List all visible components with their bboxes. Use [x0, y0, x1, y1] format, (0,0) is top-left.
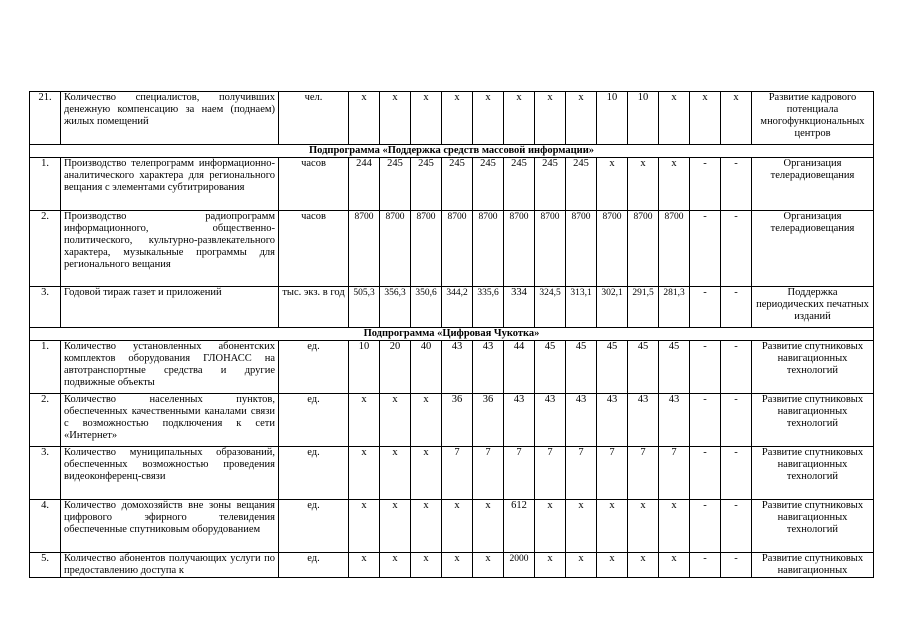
subprogram-header-row [30, 145, 874, 158]
year-value: 10 [597, 92, 628, 145]
year-value: 7 [535, 447, 566, 500]
year-value: 7 [597, 447, 628, 500]
year-value: 8700 [535, 211, 566, 287]
year-value: 8700 [380, 211, 411, 287]
year-value: x [628, 158, 659, 211]
year-value: 8700 [349, 211, 380, 287]
expected-result: Организация телерадиовещания [752, 158, 874, 211]
unit-of-measure: чел. [279, 92, 349, 145]
unit-of-measure: часов [279, 211, 349, 287]
year-value: 245 [535, 158, 566, 211]
year-value: x [442, 92, 473, 145]
year-value: x [628, 553, 659, 578]
year-value: - [690, 394, 721, 447]
year-value: 356,3 [380, 287, 411, 328]
year-value: - [721, 158, 752, 211]
year-value: - [690, 447, 721, 500]
year-value: x [535, 92, 566, 145]
year-value: 245 [473, 158, 504, 211]
unit-of-measure: ед. [279, 447, 349, 500]
year-value: 20 [380, 341, 411, 394]
table-row [30, 211, 874, 287]
year-value: x [411, 553, 442, 578]
year-value: 44 [504, 341, 535, 394]
row-number: 5. [30, 553, 61, 578]
year-value: x [411, 447, 442, 500]
year-value: 36 [442, 394, 473, 447]
year-value: x [380, 553, 411, 578]
year-value: x [597, 553, 628, 578]
year-value: 7 [504, 447, 535, 500]
year-value: x [566, 553, 597, 578]
table-row [30, 341, 874, 394]
unit-of-measure: ед. [279, 553, 349, 578]
year-value: 7 [659, 447, 690, 500]
year-value: 43 [535, 394, 566, 447]
year-value: x [473, 500, 504, 553]
year-value: 350,6 [411, 287, 442, 328]
year-value: 43 [659, 394, 690, 447]
year-value: 43 [566, 394, 597, 447]
year-value: - [690, 341, 721, 394]
year-value: - [690, 553, 721, 578]
year-value: - [721, 287, 752, 328]
year-value: 7 [628, 447, 659, 500]
expected-result: Поддержка периодических печатных изданий [752, 287, 874, 328]
year-value: 244 [349, 158, 380, 211]
year-value: x [504, 92, 535, 145]
year-value: x [597, 158, 628, 211]
year-value: 245 [566, 158, 597, 211]
year-value: x [411, 500, 442, 553]
expected-result: Развитие спутниковых навигационных технологий [752, 341, 874, 394]
year-value: 281,3 [659, 287, 690, 328]
year-value: 45 [628, 341, 659, 394]
year-value: 43 [473, 341, 504, 394]
indicator-description: Количество домохозяйств вне зоны вещания цифрового эфирного телевидения обеспеченные спутниковым оборудованием [61, 500, 279, 553]
year-value: x [628, 500, 659, 553]
year-value: 245 [380, 158, 411, 211]
year-value: 8700 [659, 211, 690, 287]
indicator-description: Годовой тираж газет и приложений [61, 287, 279, 328]
row-number: 1. [30, 341, 61, 394]
year-value: - [721, 211, 752, 287]
year-value: x [349, 500, 380, 553]
expected-result: Организация телерадиовещания [752, 211, 874, 287]
year-value: 2000 [504, 553, 535, 578]
year-value: x [349, 394, 380, 447]
year-value: x [349, 92, 380, 145]
year-value: 8700 [597, 211, 628, 287]
year-value: 45 [566, 341, 597, 394]
year-value: 45 [659, 341, 690, 394]
year-value: 334 [504, 287, 535, 328]
year-value: - [690, 500, 721, 553]
indicator-description: Производство телепрограмм информационно-аналитического характера для регионального вещания с элементами субтитрирования [61, 158, 279, 211]
unit-of-measure: ед. [279, 341, 349, 394]
year-value: - [721, 341, 752, 394]
year-value: - [690, 287, 721, 328]
subprogram-header-row [30, 328, 874, 341]
subprogram-title: Подпрограмма «Цифровая Чукотка» [30, 328, 874, 341]
year-value: 45 [535, 341, 566, 394]
year-value: 302,1 [597, 287, 628, 328]
year-value: 8700 [411, 211, 442, 287]
table-row [30, 553, 874, 578]
row-number: 3. [30, 287, 61, 328]
year-value: x [349, 447, 380, 500]
year-value: 7 [566, 447, 597, 500]
year-value: x [473, 92, 504, 145]
year-value: - [690, 158, 721, 211]
row-number: 3. [30, 447, 61, 500]
year-value: x [659, 500, 690, 553]
indicator-description: Количество установленных абонентских комплектов оборудования ГЛОНАСС на автотранспортные средства и другие подвижные объекты [61, 341, 279, 394]
year-value: 43 [628, 394, 659, 447]
row-number: 21. [30, 92, 61, 145]
table-row [30, 287, 874, 328]
year-value: x [411, 92, 442, 145]
unit-of-measure: часов [279, 158, 349, 211]
year-value: 324,5 [535, 287, 566, 328]
unit-of-measure: тыс. экз. в год [279, 287, 349, 328]
year-value: x [566, 92, 597, 145]
row-number: 2. [30, 211, 61, 287]
year-value: 43 [442, 341, 473, 394]
year-value: 8700 [473, 211, 504, 287]
year-value: x [411, 394, 442, 447]
year-value: - [690, 211, 721, 287]
row-number: 1. [30, 158, 61, 211]
expected-result: Развитие спутниковых навигационных технологий [752, 500, 874, 553]
year-value: x [380, 394, 411, 447]
year-value: 245 [504, 158, 535, 211]
year-value: x [566, 500, 597, 553]
year-value: 36 [473, 394, 504, 447]
year-value: 10 [628, 92, 659, 145]
year-value: 291,5 [628, 287, 659, 328]
unit-of-measure: ед. [279, 500, 349, 553]
year-value: 10 [349, 341, 380, 394]
year-value: x [659, 158, 690, 211]
year-value: 7 [473, 447, 504, 500]
subprogram-title: Подпрограмма «Поддержка средств массовой информации» [30, 145, 874, 158]
expected-result: Развитие спутниковых навигационных технологий [752, 394, 874, 447]
expected-result: Развитие кадрового потенциала многофункциональных центров [752, 92, 874, 145]
year-value: - [721, 553, 752, 578]
table-row [30, 92, 874, 145]
indicator-description: Количество абонентов получающих услуги по предоставлению доступа к [61, 553, 279, 578]
year-value: x [442, 553, 473, 578]
year-value: x [659, 553, 690, 578]
year-value: 344,2 [442, 287, 473, 328]
year-value: 45 [597, 341, 628, 394]
indicators-table [29, 91, 874, 578]
year-value: x [659, 92, 690, 145]
year-value: 335,6 [473, 287, 504, 328]
year-value: x [380, 500, 411, 553]
indicator-description: Производство радиопрограмм информационного, общественно-политического, культурно-развлекательного характера, музыкальные программы для регионального вещания [61, 211, 279, 287]
year-value: x [535, 553, 566, 578]
year-value: x [442, 500, 473, 553]
expected-result: Развитие спутниковых навигационных технологий [752, 447, 874, 500]
year-value: x [380, 92, 411, 145]
year-value: 612 [504, 500, 535, 553]
year-value: 8700 [628, 211, 659, 287]
year-value: x [721, 92, 752, 145]
year-value: x [597, 500, 628, 553]
indicator-description: Количество специалистов, получивших денежную компенсацию за наем (поднаем) жилых помещений [61, 92, 279, 145]
year-value: 505,3 [349, 287, 380, 328]
table-row [30, 447, 874, 500]
indicator-description: Количество муниципальных образований, обеспеченных возможностью проведения видеоконференц-связи [61, 447, 279, 500]
year-value: 40 [411, 341, 442, 394]
year-value: 8700 [504, 211, 535, 287]
year-value: 43 [597, 394, 628, 447]
year-value: 7 [442, 447, 473, 500]
year-value: - [721, 447, 752, 500]
year-value: 313,1 [566, 287, 597, 328]
table-row [30, 158, 874, 211]
year-value: x [535, 500, 566, 553]
year-value: x [380, 447, 411, 500]
year-value: x [473, 553, 504, 578]
indicator-description: Количество населенных пунктов, обеспеченных качественными каналами связи с возможностью подключения к сети «Интернет» [61, 394, 279, 447]
year-value: x [690, 92, 721, 145]
table-row [30, 500, 874, 553]
year-value: 43 [504, 394, 535, 447]
unit-of-measure: ед. [279, 394, 349, 447]
year-value: - [721, 500, 752, 553]
expected-result: Развитие спутниковых навигационных [752, 553, 874, 578]
indicators-table-page [29, 91, 874, 578]
row-number: 4. [30, 500, 61, 553]
year-value: 245 [442, 158, 473, 211]
row-number: 2. [30, 394, 61, 447]
year-value: 245 [411, 158, 442, 211]
year-value: 8700 [566, 211, 597, 287]
table-row [30, 394, 874, 447]
year-value: - [721, 394, 752, 447]
year-value: 8700 [442, 211, 473, 287]
year-value: x [349, 553, 380, 578]
